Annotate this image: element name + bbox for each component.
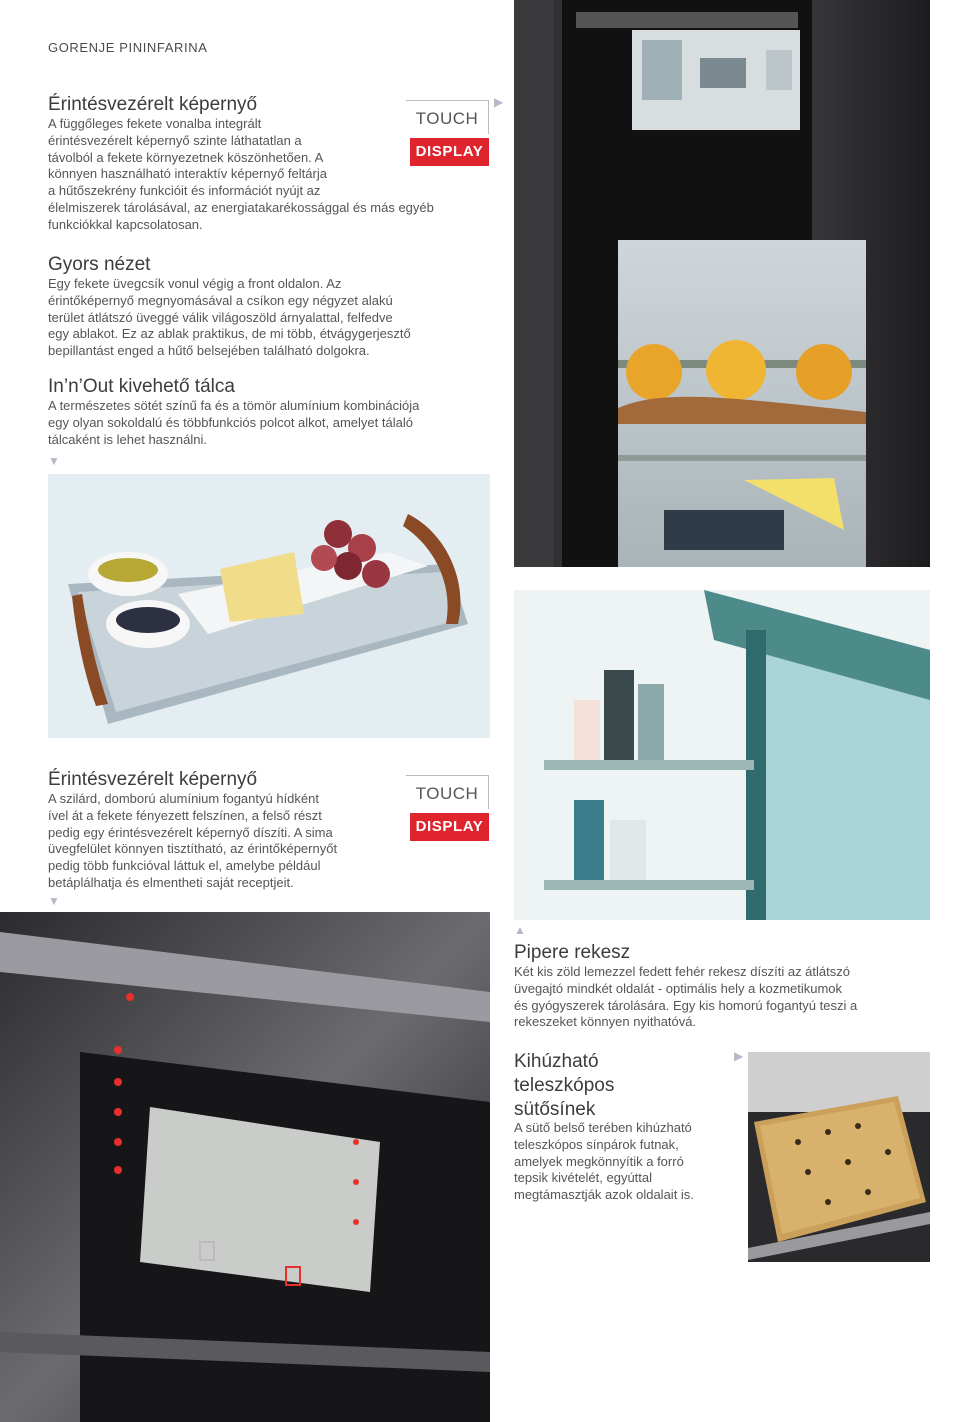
brand-header: GORENJE PININFARINA [48,40,208,55]
right-arrow-icon: ▶ [494,95,504,109]
down-arrow-icon-2: ▼ [48,894,60,908]
section-title-touch-display: Érintésvezérelt képernyő [48,94,258,115]
oven-panel-photo [0,912,490,1422]
touch-display-badge [406,100,489,172]
badge-display-label: DISPLAY [410,138,489,166]
badge-touch-label-2: TOUCH [406,775,489,809]
section-title-touch-display-2: Érintésvezérelt képernyő [48,769,258,790]
section-title-tray: In’n’Out kivehető tálca [48,376,235,397]
badge-touch-label: TOUCH [406,100,489,134]
oven-tray-photo [748,1052,930,1262]
section-text-touch-display: A függőleges fekete vonalba integrált érintésvezérelt képernyő szinte láthatatlan a távolból a fekete környezetnek köszönhetően. A könnyen használható interaktív képernyő feltárja a hűtőszekrény funkcióit és információt nyújt az élelmiszerek tárolásával, az energiatakarékossággal és más egyéb funkciókkal kapcsolatosan. [48,116,434,232]
section-title-quick-view: Gyors nézet [48,254,151,275]
right-arrow-icon-2: ▶ [734,1049,744,1063]
cosmetic-compartment-photo [514,590,930,920]
touch-display-badge-2 [406,775,489,847]
tray-photo [48,474,490,738]
section-text-tray: A természetes sötét színű fa és a tömör alumínium kombinációja egy olyan sokoldalú és többfunkciós polcot alkot, amelyet tálaló tálcaként is lehet használni. [48,398,420,447]
section-title-telescopic-rails: Kihúzható teleszkópos sütősínek [514,1051,615,1120]
section-text-quick-view: Egy fekete üvegcsík vonul végig a front oldalon. Az érintőképernyő megnyomásával a csíkon egy négyzet alakú terület átlátszó üveggé válik világoszöld árnyalattal, felfedve egy ablakot. Ez az ablak praktikus, de mi több, étvágygerjesztő bepillantást enged a hűtő belsejében található dolgokra. [48,276,411,359]
section-text-telescopic-rails: A sütő belső terében kihúzható teleszkópos sínpárok futnak, amelyek megkönnyítik a forró tepsik kivételét, egyúttal megtámasztják azok oldalait is. [514,1120,694,1203]
up-arrow-icon: ▲ [514,923,526,937]
badge-display-label-2: DISPLAY [410,813,489,841]
section-text-touch-display-2: A szilárd, domború alumínium fogantyú hídként ível át a fekete fényezett felszínen, a felső részt pedig egy érintésvezérelt képernyő díszíti. A sima üvegfelület könnyen tisztítható, az érintőképernyőt pedig több funkcióval láttuk el, amelybe például betáplálhatja és elmentheti saját receptjeit. [48,791,338,890]
down-arrow-icon: ▼ [48,454,60,468]
fridge-window-photo [514,0,930,567]
section-text-cosmetic: Két kis zöld lemezzel fedett fehér rekesz díszíti az átlátszó üvegajtó mindkét oldalát - optimális hely a kozmetikumok és gyógyszerek tárolására. Egy kis homorú fogantyú teszi a rekeszeket könnyen nyithatóvá. [514,964,858,1030]
section-title-cosmetic: Pipere rekesz [514,942,631,963]
